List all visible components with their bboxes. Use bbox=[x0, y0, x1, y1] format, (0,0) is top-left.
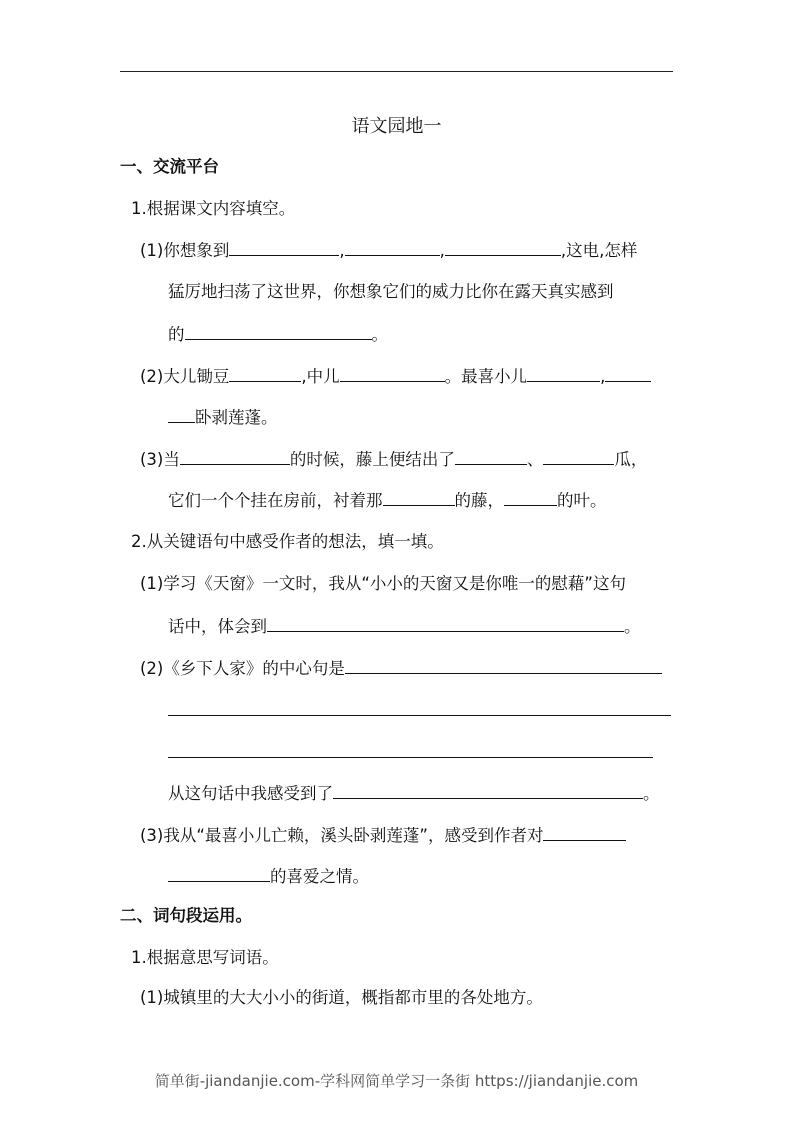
text: 瓜， bbox=[614, 450, 648, 469]
blank[interactable] bbox=[605, 365, 651, 382]
text: 卧剥莲蓬。 bbox=[195, 408, 278, 427]
blank[interactable] bbox=[345, 657, 662, 674]
text: ,这电,怎样 bbox=[560, 241, 638, 260]
blank[interactable] bbox=[168, 406, 195, 423]
blank[interactable] bbox=[383, 489, 455, 506]
blank[interactable] bbox=[504, 489, 557, 506]
blank[interactable] bbox=[229, 365, 301, 382]
text: ,中儿 bbox=[301, 367, 340, 386]
header-rule bbox=[120, 71, 673, 72]
text: 的喜爱之情。 bbox=[270, 867, 369, 886]
text: 从这句话中我感受到了 bbox=[168, 784, 333, 803]
question-1-heading: 1.根据课文内容填空。 bbox=[131, 199, 296, 218]
blank[interactable] bbox=[168, 865, 270, 882]
text: 的叶。 bbox=[557, 491, 607, 510]
blank[interactable] bbox=[345, 239, 440, 256]
text: (3)当 bbox=[140, 450, 180, 469]
fill-line-1-1-cont: 猛厉地扫荡了这世界，你想象它们的威力比你在露天真实感到 bbox=[168, 282, 614, 301]
fill-line-2-2-blank bbox=[168, 699, 671, 722]
text: (3)我从“最喜小儿亡赖，溪头卧剥莲蓬”，感受到作者对 bbox=[140, 826, 544, 845]
fill-line-1-1-end bbox=[168, 323, 388, 346]
fill-line-2-2 bbox=[140, 657, 662, 680]
question-2-heading: 2.从关键语句中感受作者的想法，填一填。 bbox=[131, 532, 444, 551]
blank[interactable] bbox=[527, 365, 600, 382]
fill-line-1-2-cont bbox=[168, 406, 278, 429]
footer-watermark: 简单街-jiandanjie.com-学科网简单学习一条街 https://jiandanjie.com bbox=[154, 1072, 639, 1090]
section-heading-2: 二、词句段运用。 bbox=[120, 906, 252, 925]
question-heading: 1.根据意思写词语。 bbox=[131, 948, 279, 967]
text: 。 bbox=[643, 784, 660, 803]
text: 的时候，藤上便结出了 bbox=[289, 450, 455, 469]
blank[interactable] bbox=[445, 239, 561, 256]
blank[interactable] bbox=[168, 741, 653, 758]
page-title: 语文园地一 bbox=[351, 116, 442, 137]
fill-line-1-2 bbox=[140, 365, 651, 388]
blank[interactable] bbox=[333, 782, 643, 799]
blank[interactable] bbox=[267, 615, 624, 632]
fill-line-2-2-blank bbox=[168, 741, 653, 764]
text: , bbox=[439, 241, 445, 260]
text: 、 bbox=[526, 450, 544, 469]
text: 它们一个个挂在房前，衬着那 bbox=[168, 491, 383, 510]
fill-line-1-3-cont bbox=[168, 489, 607, 512]
text: 的藤， bbox=[454, 491, 504, 510]
text: 。 bbox=[371, 325, 388, 344]
section-heading-1: 一、交流平台 bbox=[120, 157, 219, 176]
blank[interactable] bbox=[543, 824, 626, 841]
blank[interactable] bbox=[543, 448, 614, 465]
fill-line-2-3-cont bbox=[168, 865, 369, 888]
blank[interactable] bbox=[180, 448, 290, 465]
blank[interactable] bbox=[340, 365, 445, 382]
text: , bbox=[339, 241, 345, 260]
text: (1)你想象到 bbox=[140, 241, 230, 260]
text: (2)大儿锄豆 bbox=[140, 367, 230, 386]
fill-line-2-1: (1)学习《天窗》一文时，我从“小小的天窗又是你唯一的慰藉”这句 bbox=[140, 574, 626, 593]
question-item: (1)城镇里的大大小小的街道，概指都市里的各处地方。 bbox=[140, 988, 543, 1007]
fill-line-2-2-feeling bbox=[168, 782, 660, 805]
text: , bbox=[600, 367, 606, 386]
fill-line-2-3 bbox=[140, 824, 626, 847]
fill-line-2-1-cont bbox=[168, 615, 641, 638]
fill-line-1-3 bbox=[140, 448, 647, 471]
text: 。最喜小儿 bbox=[444, 367, 528, 386]
text: 话中，体会到 bbox=[168, 617, 267, 636]
text: (2)《乡下人家》的中心句是 bbox=[140, 659, 345, 678]
blank[interactable] bbox=[229, 239, 339, 256]
text: 。 bbox=[624, 617, 641, 636]
blank[interactable] bbox=[185, 323, 372, 340]
text: 的 bbox=[168, 325, 185, 344]
blank[interactable] bbox=[455, 448, 527, 465]
fill-line-1-1 bbox=[140, 239, 637, 262]
blank[interactable] bbox=[168, 699, 671, 716]
